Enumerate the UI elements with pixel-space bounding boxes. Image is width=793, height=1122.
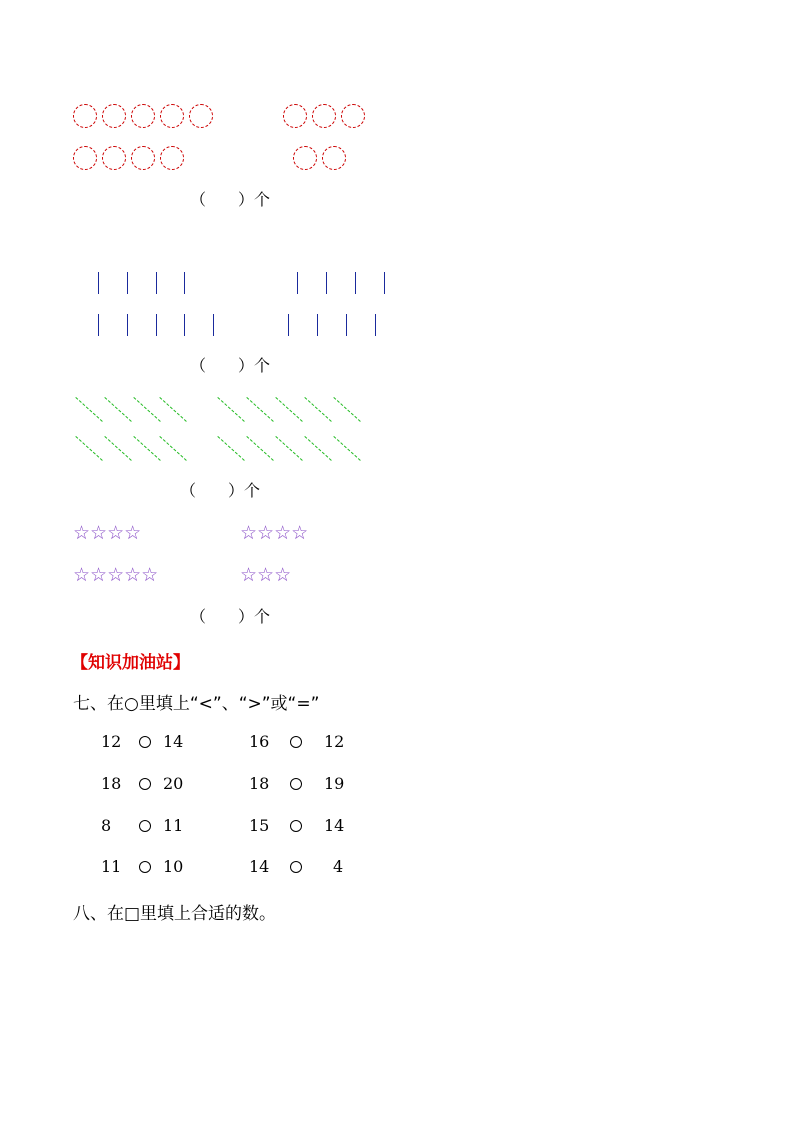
vertical-bar-icon [127,272,128,294]
question-7-title: 七、在○里填上“<”、“>”或“=” [73,694,320,714]
slashes-count-blank: （ ）个 [180,481,261,500]
compare-right-number: 19 [324,774,345,793]
dashed-circle-icon [73,104,97,128]
compare-left-number: 14 [249,857,270,876]
compare-circle-icon[interactable] [139,861,151,873]
diagonal-slash-icon [103,397,132,423]
question-8-title: 八、在□里填上合适的数。 [73,904,277,924]
compare-circle-icon[interactable] [139,736,151,748]
circles-count-blank: （ ）个 [190,190,271,209]
compare-left-number: 18 [101,774,122,793]
compare-circle-icon[interactable] [139,820,151,832]
diagonal-slash-icon [132,436,161,462]
vertical-bar-icon [184,272,185,294]
vertical-bar-icon [156,314,157,336]
vertical-bar-icon [384,272,385,294]
star-row-1-right: ☆☆☆☆ [240,522,309,544]
dashed-circle-icon [131,146,155,170]
vertical-bar-icon [213,314,214,336]
vertical-bar-icon [317,314,318,336]
diagonal-slash-icon [303,397,332,423]
compare-circle-icon[interactable] [290,820,302,832]
diagonal-slash-icon [274,436,303,462]
dashed-circle-icon [160,104,184,128]
vertical-bar-icon [127,314,128,336]
vertical-bar-icon [355,272,356,294]
compare-left-number: 15 [249,816,270,835]
diagonal-slash-icon [332,397,361,423]
compare-left-number: 18 [249,774,270,793]
diagonal-slash-icon [303,436,332,462]
compare-left-number: 12 [101,732,122,751]
vertical-bar-icon [346,314,347,336]
diagonal-slash-icon [132,397,161,423]
star-row-2-left: ☆☆☆☆☆ [73,564,159,586]
dashed-circle-icon [322,146,346,170]
vertical-bar-icon [288,314,289,336]
vertical-bar-icon [297,272,298,294]
diagonal-slash-icon [216,436,245,462]
diagonal-slash-icon [103,436,132,462]
section-heading: 【知识加油站】 [71,653,190,673]
compare-right-number: 14 [163,732,184,751]
compare-circle-icon[interactable] [290,861,302,873]
star-row-1-left: ☆☆☆☆ [73,522,142,544]
dashed-circle-icon [131,104,155,128]
dashed-circle-icon [102,104,126,128]
diagonal-slash-icon [245,397,274,423]
diagonal-slash-icon [216,397,245,423]
bars-count-blank: （ ）个 [190,356,271,375]
star-row-2-right: ☆☆☆ [240,564,292,586]
vertical-bar-icon [375,314,376,336]
compare-left-number: 11 [101,857,122,876]
vertical-bar-icon [184,314,185,336]
diagonal-slash-icon [274,397,303,423]
compare-right-number: 11 [163,816,184,835]
vertical-bar-icon [156,272,157,294]
compare-left-number: 16 [249,732,270,751]
dashed-circle-icon [312,104,336,128]
compare-left-number: 8 [101,816,112,835]
dashed-circle-icon [73,146,97,170]
diagonal-slash-icon [158,436,187,462]
compare-right-number: 12 [324,732,345,751]
vertical-bar-icon [98,272,99,294]
compare-right-number: 20 [163,774,184,793]
dashed-circle-icon [293,146,317,170]
diagonal-slash-icon [332,436,361,462]
compare-circle-icon[interactable] [139,778,151,790]
diagonal-slash-icon [74,436,103,462]
dashed-circle-icon [102,146,126,170]
vertical-bar-icon [98,314,99,336]
compare-right-number: 10 [163,857,184,876]
diagonal-slash-icon [158,397,187,423]
vertical-bar-icon [326,272,327,294]
stars-count-blank: （ ）个 [190,607,271,626]
dashed-circle-icon [160,146,184,170]
dashed-circle-icon [283,104,307,128]
compare-right-number: 4 [333,857,344,876]
dashed-circle-icon [341,104,365,128]
diagonal-slash-icon [245,436,274,462]
compare-circle-icon[interactable] [290,736,302,748]
compare-right-number: 14 [324,816,345,835]
dashed-circle-icon [189,104,213,128]
compare-circle-icon[interactable] [290,778,302,790]
diagonal-slash-icon [74,397,103,423]
